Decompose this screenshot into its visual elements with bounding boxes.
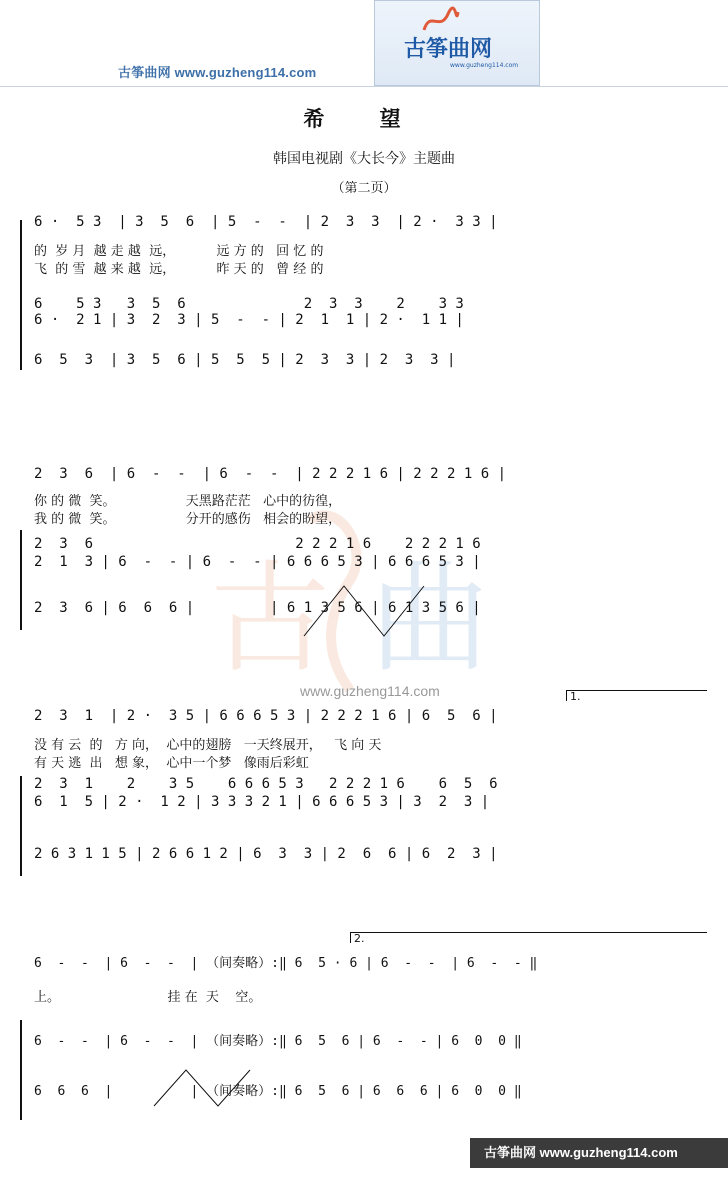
system-1-lyric-1: 的 岁 月 越 走 越 远， 远 方 的 回 忆 的 xyxy=(34,244,324,259)
watermark-url: www.guzheng114.com xyxy=(300,683,440,699)
tremolo-slide-lines xyxy=(150,1066,260,1110)
system-2-upper: 2 3 6 2 2 2 1 6 2 2 2 1 6 xyxy=(34,536,481,552)
svg-text:古: 古 xyxy=(210,550,330,689)
volta-2-label: 2. xyxy=(354,932,365,945)
header-divider xyxy=(0,86,728,87)
system-brace xyxy=(20,776,22,876)
system-2-bass: 2 3 6 | 6 6 6 | | 6 1 3 5 6 | 6 1 3 5 6 | xyxy=(34,600,481,616)
system-4-mid: 6 - - | 6 - - | （间奏略）:‖ 6 5 6 | 6 - - | 6 0 0 ‖ xyxy=(34,1034,522,1049)
system-3-bass: 2 6 3 1 1 5 | 2 6 6 1 2 | 6 3 3 | 2 6 6 | 6 2 3 | xyxy=(34,846,498,862)
song-title: 希 望 xyxy=(303,106,425,131)
volta-2-bracket xyxy=(350,932,707,943)
system-brace xyxy=(20,220,22,370)
system-3-melody: 2 3 1 | 2 · 3 5 | 6 6 6 5 3 | 2 2 2 1 6 | 6 5 6 | xyxy=(34,708,498,724)
system-4-bass: 6 6 6 | | （间奏略）:‖ 6 5 6 | 6 6 6 | 6 0 0 ‖ xyxy=(34,1084,522,1099)
system-2-lyric-2: 我 的 微 笑。 分开的感伤 相会的盼望， xyxy=(34,512,342,527)
logo-subtext: www.guzheng114.com xyxy=(450,62,519,69)
system-3-lyric-1: 没 有 云 的 方 向， 心中的翅膀 一天终展开， 飞 向 天 xyxy=(34,738,382,753)
volta-1-label: 1. xyxy=(570,690,581,703)
system-brace xyxy=(20,1020,22,1120)
system-1-upper: 6 5 3 3 5 6 2 3 3 2 3 3 xyxy=(34,296,464,312)
system-2-mid: 2 1 3 | 6 - - | 6 - - | 6 6 6 5 3 | 6 6 6 5 3 | xyxy=(34,554,481,570)
system-2-melody: 2 3 6 | 6 - - | 6 - - | 2 2 2 1 6 | 2 2 2 1 6 | xyxy=(34,466,507,482)
system-1-mid: 6 · 2 1 | 3 2 3 | 5 - - | 2 1 1 | 2 · 1 1 | xyxy=(34,312,464,328)
svg-text:曲: 曲 xyxy=(370,550,490,689)
system-2-lyric-1: 你 的 微 笑。 天黑路茫茫 心中的彷徨， xyxy=(34,494,342,509)
system-4-melody: 6 - - | 6 - - | （间奏略）:‖ 6 5 · 6 | 6 - - | 6 - - ‖ xyxy=(34,956,538,971)
system-3-mid: 6 1 5 | 2 · 1 2 | 3 3 3 2 1 | 6 6 6 5 3 | 3 2 3 | xyxy=(34,794,490,810)
system-3-upper: 2 3 1 2 3 5 6 6 6 5 3 2 2 2 1 6 6 5 6 xyxy=(34,776,498,792)
volta-1-bracket xyxy=(566,690,707,701)
tremolo-slide-lines xyxy=(300,580,430,640)
site-banner: 古筝曲网 www.guzheng114.com xyxy=(118,65,317,80)
song-subtitle: 韩国电视剧《大长今》主题曲 xyxy=(273,151,455,167)
system-brace xyxy=(20,530,22,630)
system-4-lyric-1: 上。 挂 在 天 空。 xyxy=(34,990,262,1005)
system-1-melody: 6 · 5 3 | 3 5 6 | 5 - - | 2 3 3 | 2 · 3 3 | xyxy=(34,214,498,230)
logo-text: 古筝曲网 xyxy=(404,37,493,62)
system-1-lyric-2: 飞 的 雪 越 来 越 远， 昨 天 的 曾 经 的 xyxy=(34,262,324,277)
system-1-bass: 6 5 3 | 3 5 6 | 5 5 5 | 2 3 3 | 2 3 3 | xyxy=(34,352,456,368)
system-3-lyric-2: 有 天 逃 出 想 象， 心中一个梦 像雨后彩虹 xyxy=(34,756,309,771)
page-number: （第二页） xyxy=(331,181,397,196)
footer-banner: 古筝曲网 www.guzheng114.com xyxy=(470,1138,728,1168)
